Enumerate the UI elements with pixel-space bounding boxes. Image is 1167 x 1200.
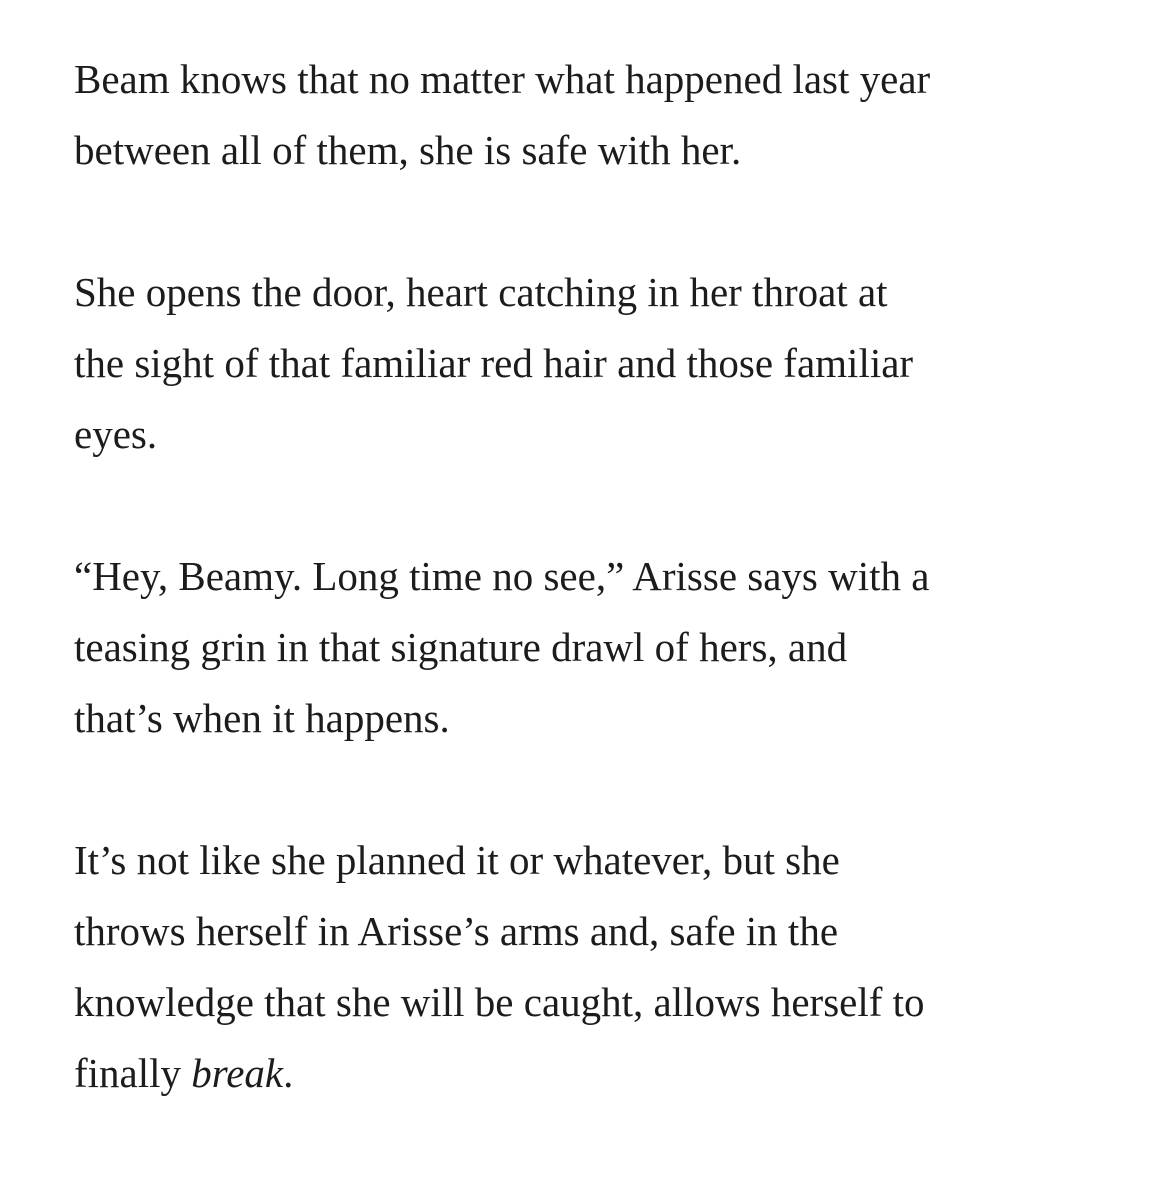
final-line-prefix: finally [74,1050,192,1096]
paragraph-1 [74,44,1134,186]
text-line: throws herself in Arisse’s arms and, safe in the [74,908,839,954]
final-line [74,1038,1134,1109]
text-line: eyes. [74,411,158,457]
text-line: teasing grin in that signature drawl of hers, and [74,624,848,670]
text-line: Beam knows that no matter what happened last year [74,56,931,102]
story-text [74,44,1134,1180]
text-line: “Hey, Beamy. Long time no see,” Arisse says with a [74,553,930,599]
paragraph-3 [74,541,1134,754]
text-line: knowledge that she will be caught, allows herself to [74,979,925,1025]
text-line: She opens the door, heart catching in her throat at [74,269,888,315]
paragraph-4 [74,825,1134,1109]
emphasized-word: break [191,1050,284,1096]
paragraph-2 [74,257,1134,470]
final-line-suffix: . [283,1050,294,1096]
text-line: the sight of that familiar red hair and those familiar [74,340,914,386]
text-line: between all of them, she is safe with her. [74,127,742,173]
text-line: that’s when it happens. [74,695,450,741]
text-line: It’s not like she planned it or whatever, but she [74,837,840,883]
